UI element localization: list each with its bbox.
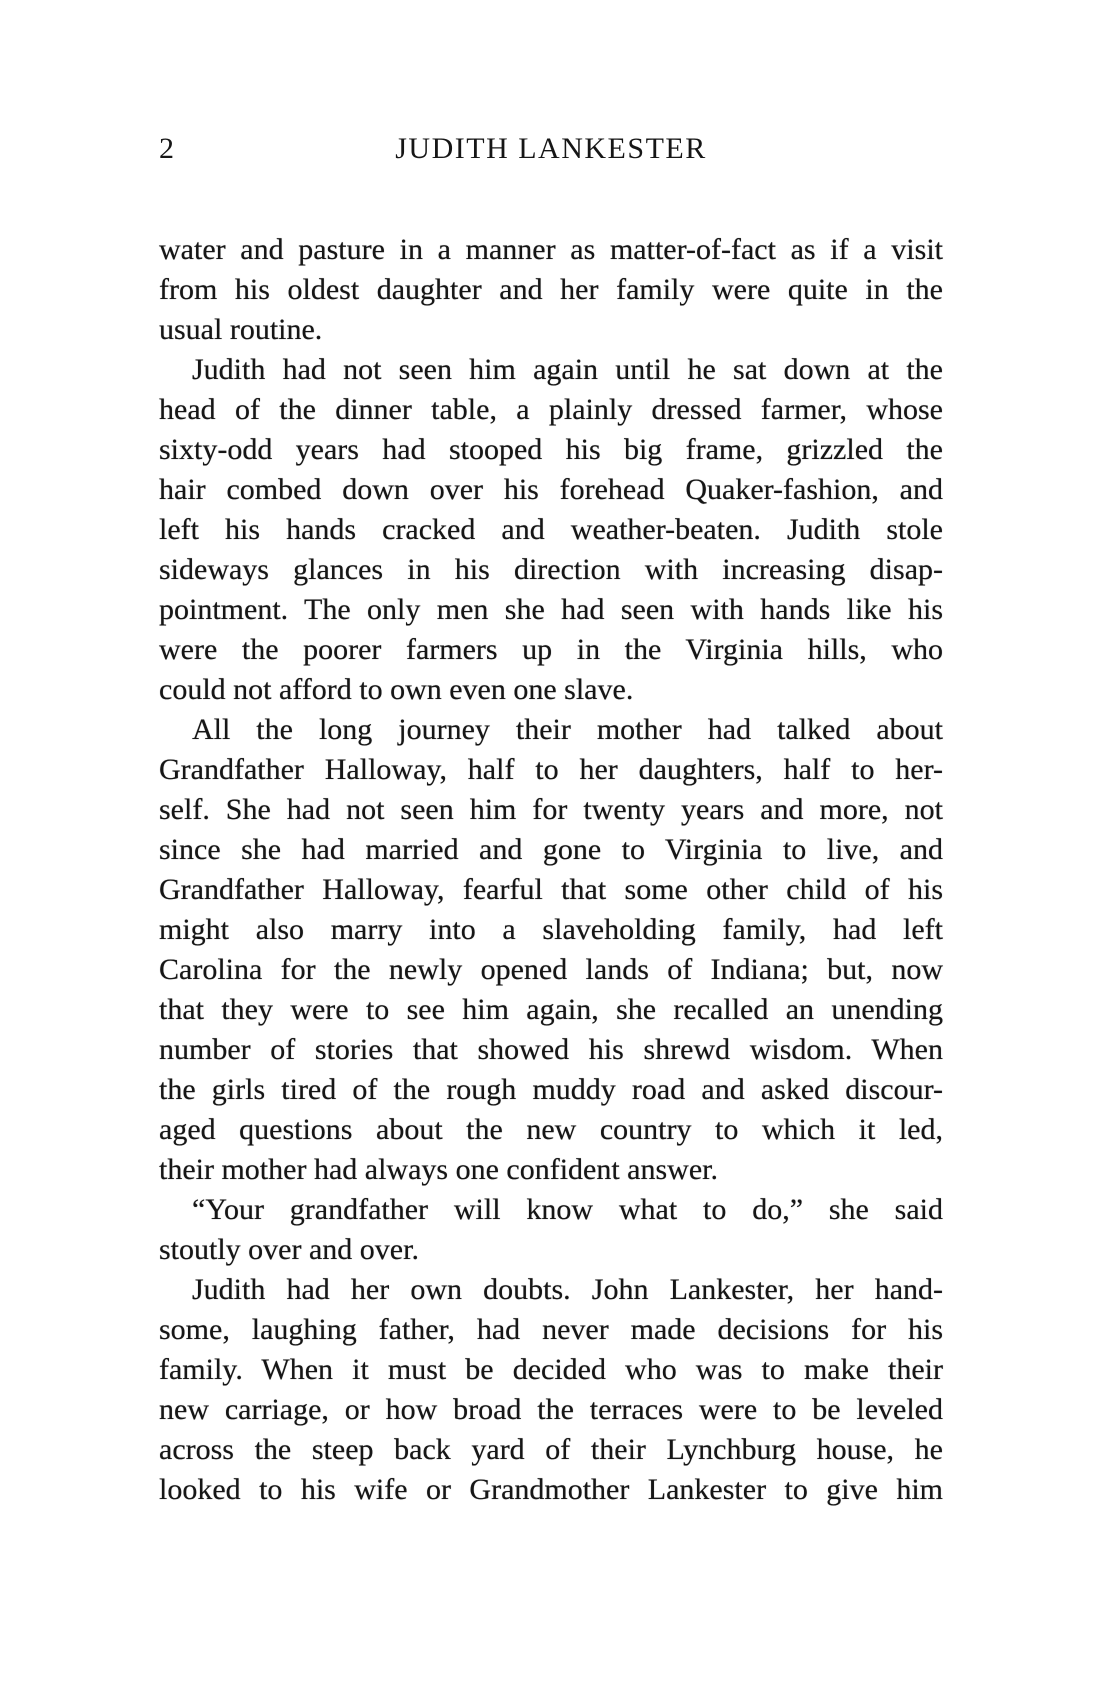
page-number: 2 — [159, 132, 174, 165]
text-line: pointment. The only men she had seen with hands like his — [159, 593, 943, 626]
text-line: might also marry into a slaveholding family, had left — [159, 913, 943, 946]
paragraph — [159, 1190, 943, 1270]
text-line: stoutly over and over. — [159, 1233, 419, 1266]
text-line: number of stories that showed his shrewd wisdom. When — [159, 1033, 943, 1066]
text-line: Judith had not seen him again until he sat down at the — [192, 353, 943, 386]
text-line: across the steep back yard of their Lynchburg house, he — [159, 1433, 943, 1466]
text-line: the girls tired of the rough muddy road and asked discour- — [159, 1073, 943, 1106]
text-line: were the poorer farmers up in the Virginia hills, who — [159, 633, 943, 666]
paragraph — [159, 230, 943, 350]
body-text — [159, 230, 943, 1510]
text-line: water and pasture in a manner as matter-of-fact as if a visit — [159, 233, 943, 266]
text-line: self. She had not seen him for twenty years and more, not — [159, 793, 943, 826]
text-line: Grandfather Halloway, half to her daughters, half to her- — [159, 753, 943, 786]
text-line: that they were to see him again, she recalled an unending — [159, 993, 943, 1026]
text-line: some, laughing father, had never made decisions for his — [159, 1313, 943, 1346]
text-line: family. When it must be decided who was to make their — [159, 1353, 943, 1386]
text-line: usual routine. — [159, 313, 323, 346]
text-line: head of the dinner table, a plainly dressed farmer, whose — [159, 393, 943, 426]
page-header — [159, 131, 943, 167]
text-line: since she had married and gone to Virginia to live, and — [159, 833, 943, 866]
text-line: Carolina for the newly opened lands of Indiana; but, now — [159, 953, 943, 986]
text-line: hair combed down over his forehead Quaker-fashion, and — [159, 473, 943, 506]
text-line: from his oldest daughter and her family were quite in the — [159, 273, 943, 306]
text-line: Grandfather Halloway, fearful that some other child of his — [159, 873, 943, 906]
paragraph — [159, 350, 943, 710]
running-head: JUDITH LANKESTER — [395, 132, 707, 165]
text-line: looked to his wife or Grandmother Lankester to give him — [159, 1473, 943, 1506]
text-line: left his hands cracked and weather-beaten. Judith stole — [159, 513, 943, 546]
text-line: Judith had her own doubts. John Lankester, her hand- — [192, 1273, 943, 1306]
paragraph — [159, 710, 943, 1190]
text-line: aged questions about the new country to which it led, — [159, 1113, 943, 1146]
text-line: sixty-odd years had stooped his big frame, grizzled the — [159, 433, 943, 466]
text-line: “Your grandfather will know what to do,” she said — [192, 1193, 943, 1226]
text-line: sideways glances in his direction with increasing disap- — [159, 553, 943, 586]
text-line: All the long journey their mother had talked about — [192, 713, 943, 746]
paragraph — [159, 1270, 943, 1510]
text-line: new carriage, or how broad the terraces were to be leveled — [159, 1393, 943, 1426]
text-line: their mother had always one confident answer. — [159, 1153, 718, 1186]
text-line: could not afford to own even one slave. — [159, 673, 634, 706]
